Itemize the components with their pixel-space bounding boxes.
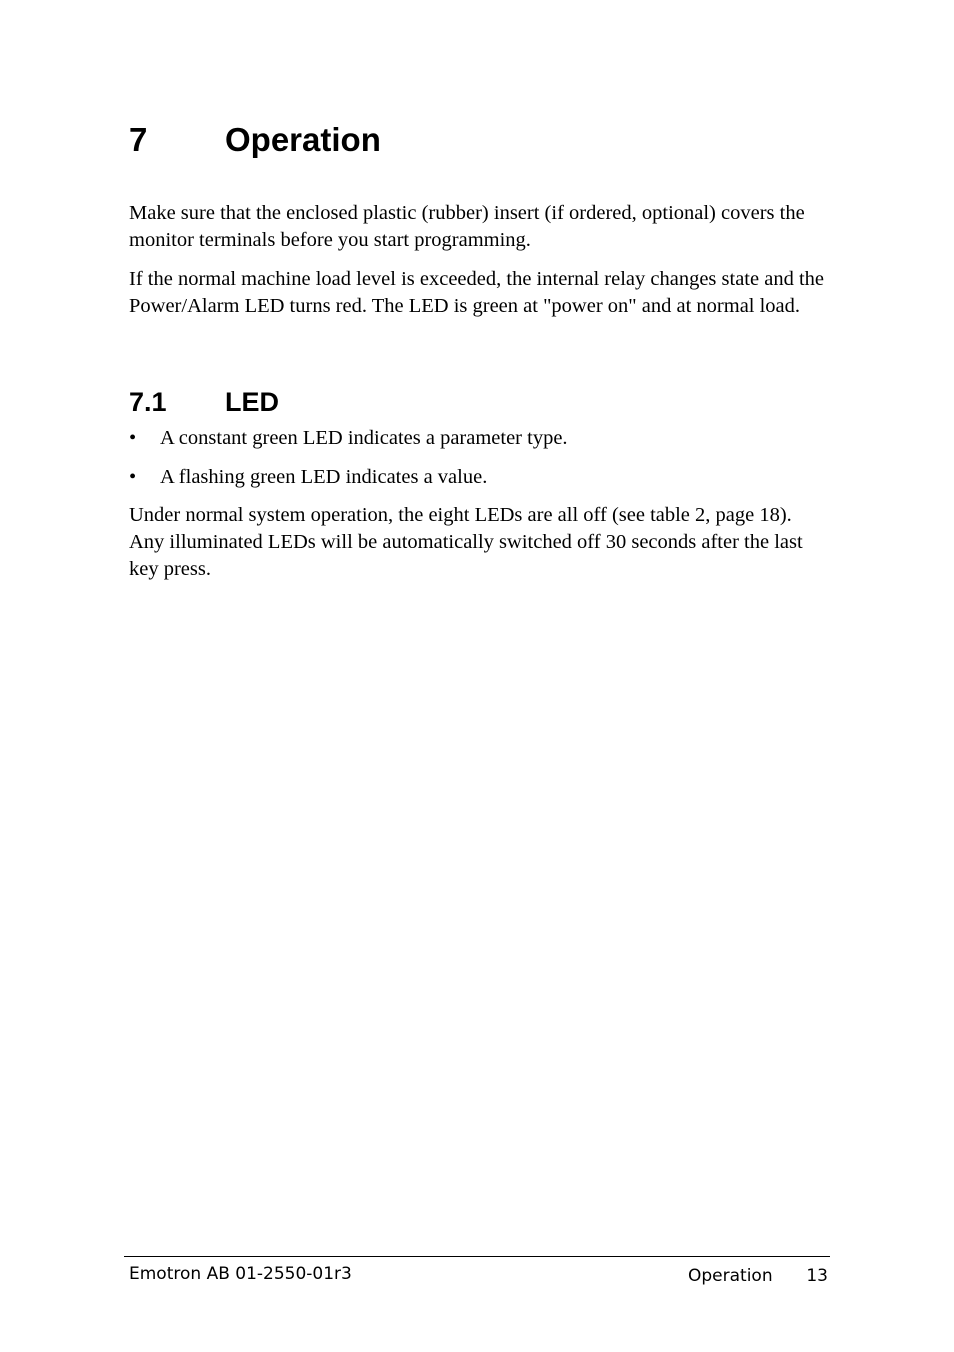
section-paragraph: Under normal system operation, the eight LEDs are all off (see table 2, page 18). Any illuminated LEDs will be automatically switched off 30 seconds after the last key press. <box>129 504 803 580</box>
bullet-icon: • <box>129 427 137 449</box>
footer-section-name: Operation <box>688 1266 773 1286</box>
chapter-number: 7 <box>129 121 148 158</box>
section-title: LED <box>225 387 279 417</box>
section-number: 7.1 <box>129 387 167 417</box>
chapter-title: Operation <box>225 121 381 158</box>
footer-page-number: 13 <box>806 1266 828 1286</box>
footer-document-id: Emotron AB 01-2550-01r3 <box>129 1264 352 1284</box>
section-heading <box>129 385 279 419</box>
list-item <box>129 464 829 491</box>
intro-paragraph-2: If the normal machine load level is exceeded, the internal relay changes state and the Power/Alarm LED turns red. The LED is green at "power on" and at normal load. <box>129 268 824 317</box>
bullet-text: A flashing green LED indicates a value. <box>160 466 488 488</box>
intro-paragraph-1: Make sure that the enclosed plastic (rubber) insert (if ordered, optional) covers the monitor terminals before you start programming. <box>129 202 805 251</box>
list-item <box>129 425 829 452</box>
footer-rule <box>124 1256 830 1257</box>
bullet-icon: • <box>129 466 137 488</box>
chapter-heading <box>129 120 381 160</box>
bullet-text: A constant green LED indicates a parameter type. <box>160 427 568 449</box>
